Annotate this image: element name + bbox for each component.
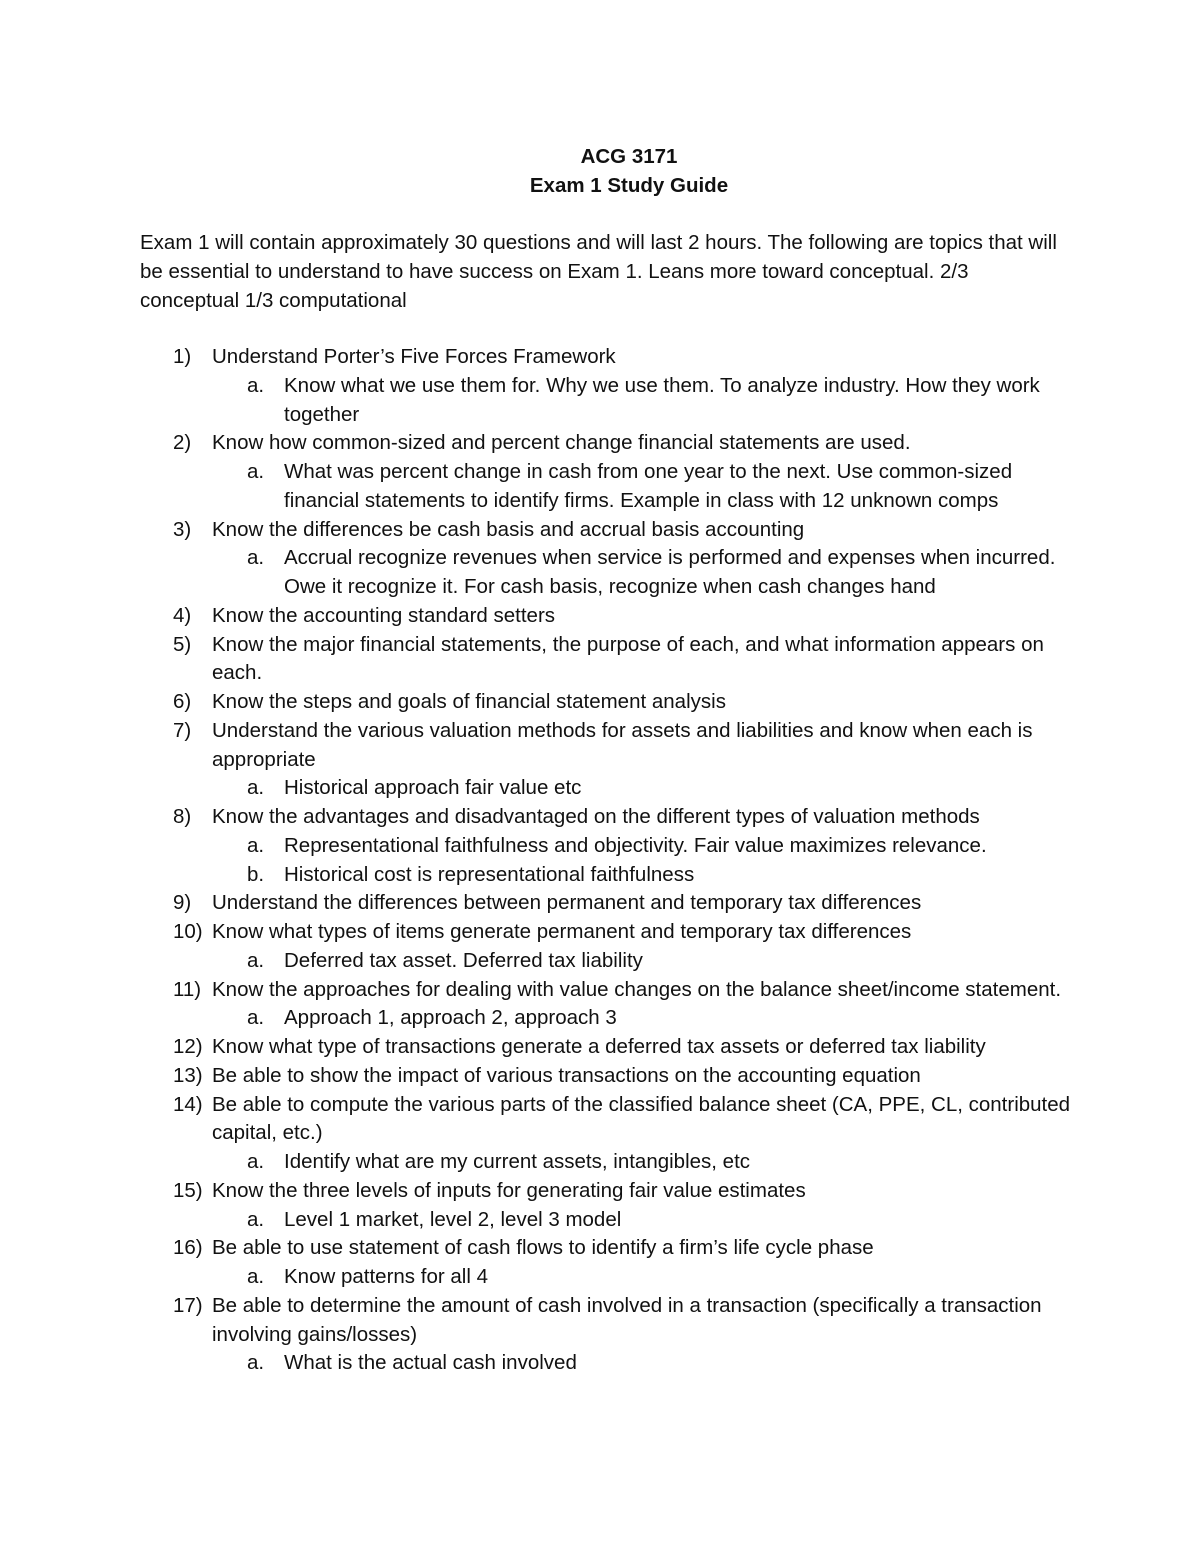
subtopic-text: What is the actual cash involved — [284, 1351, 577, 1375]
topic-item — [0, 688, 1072, 717]
topic-number: 15) — [173, 1178, 203, 1202]
topic-text: Understand Porter’s Five Forces Framework — [212, 345, 616, 368]
topic-number: 11) — [173, 977, 202, 1001]
topic-text: Be able to determine the amount of cash involved in a transaction (specifically a transaction involving gains/losses) — [212, 1293, 1042, 1346]
subtopic-letter: a. — [247, 776, 265, 800]
topic-item — [0, 1292, 1072, 1350]
topic-number: 12) — [173, 1035, 203, 1058]
topic-number: 10) — [173, 920, 203, 943]
subtopic-item — [0, 1148, 1074, 1177]
subtopic-item — [0, 832, 1074, 861]
subtopic-text: Deferred tax asset. Deferred tax liability — [284, 948, 643, 972]
topic-list — [0, 343, 1200, 1378]
topic-text: Understand the differences between permanent and temporary tax differences — [212, 891, 922, 915]
topic-item — [0, 717, 1072, 775]
subtopic-letter: b. — [247, 862, 265, 886]
subtopic-letter: a. — [247, 546, 265, 570]
topic-text: Know the advantages and disadvantaged on the different types of valuation methods — [212, 805, 980, 828]
subtopic-text: What was percent change in cash from one year to the next. Use common-sized financial statements to identify firms. Example in class with 12 unknown comps — [284, 460, 1013, 512]
title-block — [0, 142, 1200, 200]
topic-text: Know the steps and goals of financial statement analysis — [212, 690, 726, 713]
subtopic-item — [0, 1206, 1074, 1235]
subtopic-item — [0, 774, 1074, 803]
subtopic-letter: a. — [247, 1265, 265, 1288]
topic-text: Know what types of items generate permanent and temporary tax differences — [212, 920, 912, 943]
topic-item — [0, 1062, 1072, 1091]
course-code: ACG 3171 — [580, 145, 678, 168]
subtopic-text: Approach 1, approach 2, approach 3 — [284, 1006, 617, 1030]
topic-number: 14) — [173, 1092, 203, 1116]
subtopic-letter: a. — [247, 373, 265, 397]
topic-item — [0, 1234, 1072, 1263]
topic-text: Be able to use statement of cash flows to identify a firm’s life cycle phase — [212, 1236, 874, 1260]
topic-text: Know the three levels of inputs for generating fair value estimates — [212, 1178, 806, 1202]
subtopic-text: Know what we use them for. Why we use them. To analyze industry. How they work together — [284, 373, 1040, 426]
topic-text: Be able to show the impact of various transactions on the accounting equation — [212, 1063, 921, 1087]
topic-item — [0, 343, 1072, 372]
topic-number: 5) — [173, 632, 192, 656]
topic-item — [0, 429, 1072, 458]
topic-number: 8) — [173, 805, 192, 828]
subtopic-letter: a. — [247, 1207, 265, 1231]
subtopic-letter: a. — [247, 1150, 265, 1173]
intro-paragraph: Exam 1 will contain approximately 30 questions and will last 2 hours. The following are topics that will be essential to understand to have success on Exam 1. Leans more toward conceptual. 2/3 conceptual 1/3 computational — [140, 231, 1057, 312]
topic-item — [0, 889, 1072, 918]
topic-number: 1) — [173, 345, 192, 368]
subtopic-text: Representational faithfulness and objectivity. Fair value maximizes relevance. — [284, 833, 987, 857]
subtopic-letter: a. — [247, 833, 265, 857]
subtopic-item — [0, 861, 1074, 890]
subtopic-item — [0, 947, 1074, 976]
page-title: Exam 1 Study Guide — [529, 174, 729, 197]
topic-item — [0, 976, 1072, 1005]
topic-number: 16) — [173, 1236, 203, 1260]
subtopic-text: Identify what are my current assets, intangibles, etc — [284, 1150, 751, 1173]
topic-text: Know what type of transactions generate a deferred tax assets or deferred tax liability — [212, 1035, 986, 1058]
topic-number: 6) — [173, 690, 192, 713]
subtopic-item — [0, 458, 1074, 516]
subtopic-item — [0, 372, 1074, 430]
subtopic-item — [0, 1263, 1074, 1292]
topic-number: 9) — [173, 891, 192, 915]
topic-number: 2) — [173, 431, 192, 455]
topic-text: Know the approaches for dealing with value changes on the balance sheet/income statement. — [212, 977, 1062, 1001]
subtopic-item — [0, 1004, 1074, 1033]
topic-item — [0, 1033, 1072, 1062]
topic-number: 3) — [173, 517, 192, 541]
subtopic-text: Accrual recognize revenues when service is performed and expenses when incurred. Owe it recognize it. For cash basis, recognize when cash changes hand — [284, 546, 1056, 598]
topic-text: Know how common-sized and percent change financial statements are used. — [212, 431, 911, 455]
topic-number: 13) — [173, 1063, 203, 1087]
topic-text: Be able to compute the various parts of the classified balance sheet (CA, PPE, CL, contributed capital, etc.) — [212, 1092, 1071, 1145]
subtopic-letter: a. — [247, 460, 265, 483]
topic-item — [0, 602, 1072, 631]
topic-item — [0, 803, 1072, 832]
subtopic-text: Historical cost is representational faithfulness — [284, 862, 695, 886]
subtopic-letter: a. — [247, 1006, 265, 1030]
topic-item — [0, 1177, 1072, 1206]
topic-item — [0, 631, 1072, 689]
topic-item — [0, 918, 1072, 947]
topic-number: 7) — [173, 718, 192, 742]
topic-number: 4) — [173, 603, 192, 627]
topic-text: Know the major financial statements, the purpose of each, and what information appears on each. — [212, 632, 1044, 685]
topic-text: Understand the various valuation methods for assets and liabilities and know when each is appropriate — [212, 718, 1033, 771]
topic-item — [0, 516, 1072, 545]
subtopic-letter: a. — [247, 1351, 265, 1375]
topic-text: Know the differences be cash basis and accrual basis accounting — [212, 517, 805, 541]
subtopic-text: Level 1 market, level 2, level 3 model — [284, 1207, 622, 1231]
topic-item — [0, 1091, 1072, 1149]
topic-text: Know the accounting standard setters — [212, 603, 556, 627]
subtopic-text: Historical approach fair value etc — [284, 776, 582, 800]
subtopic-text: Know patterns for all 4 — [284, 1265, 488, 1288]
subtopic-item — [0, 544, 1074, 602]
subtopic-letter: a. — [247, 948, 265, 972]
subtopic-item — [0, 1349, 1074, 1378]
topic-number: 17) — [173, 1293, 203, 1317]
